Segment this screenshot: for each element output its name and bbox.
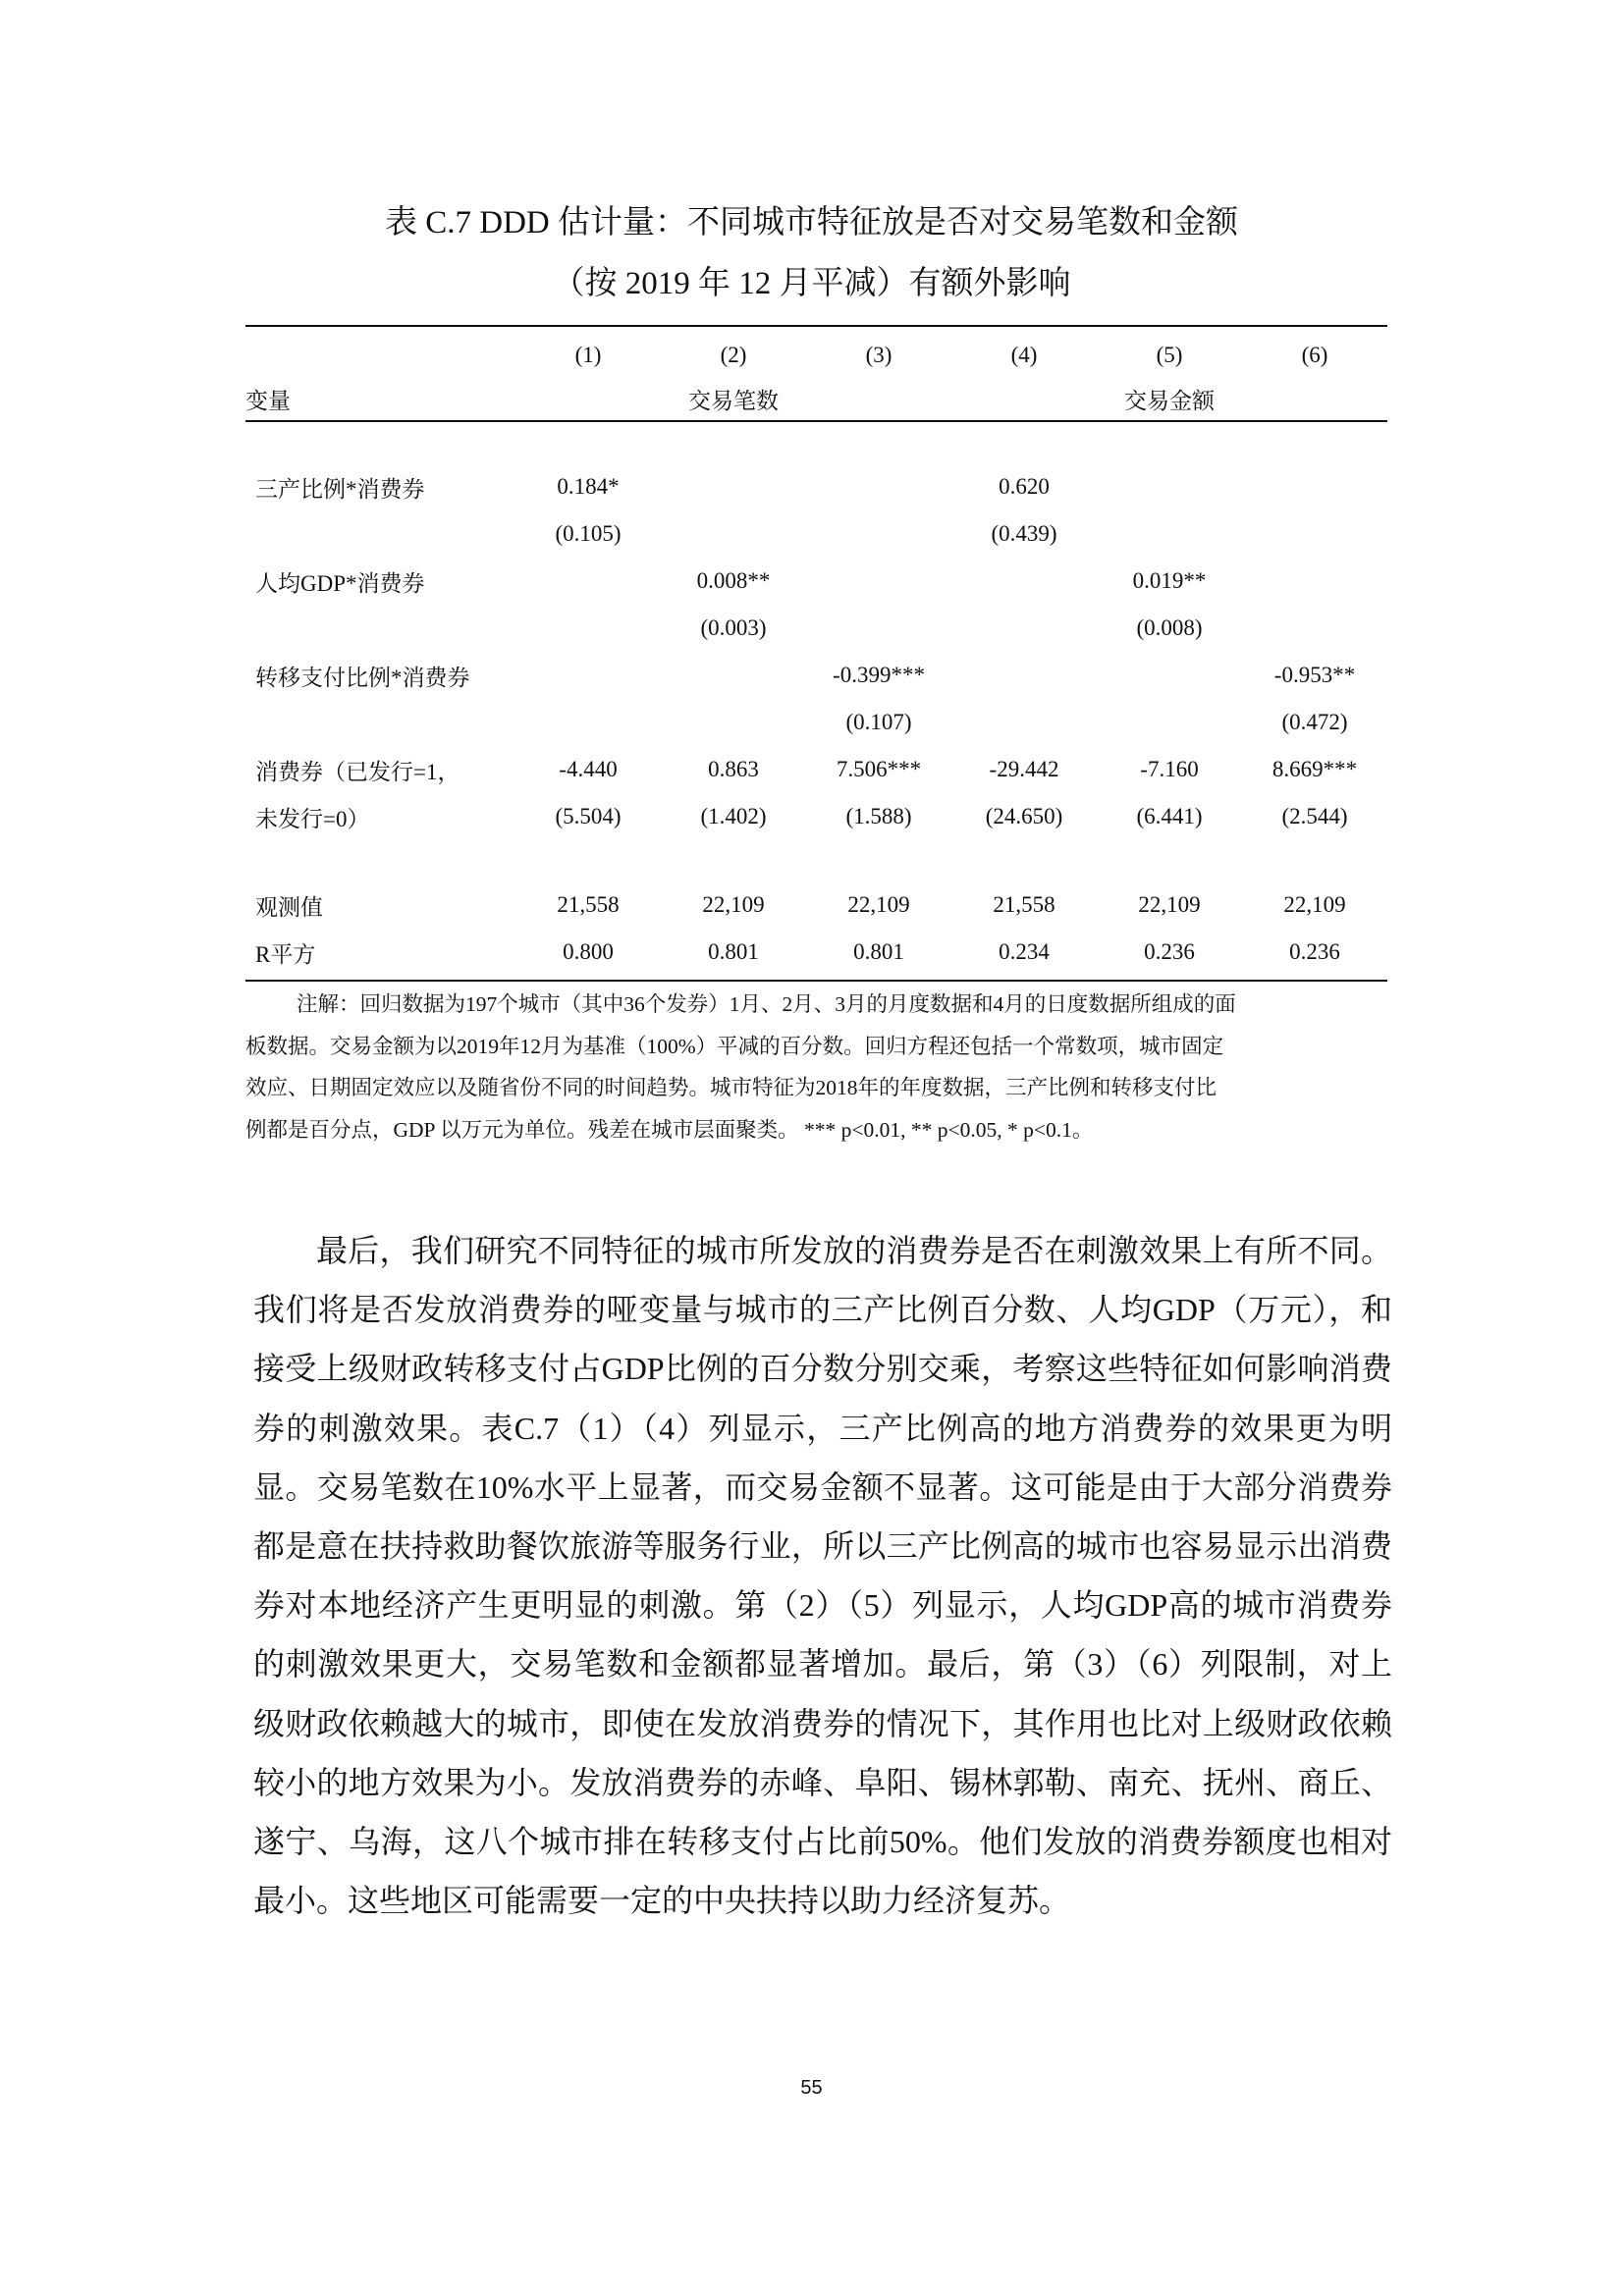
table-cell xyxy=(1242,463,1387,510)
row-label xyxy=(245,699,515,746)
table-cell xyxy=(515,652,661,699)
note-line: 效应、日期固定效应以及随省份不同的时间趋势。城市特征为2018年的年度数据，三产比例和转移支付比 xyxy=(245,1076,1217,1099)
table-cell xyxy=(806,558,951,605)
table-cell: 22,109 xyxy=(702,892,765,917)
table-top-rule xyxy=(245,325,1387,327)
table-cell: 0.184* xyxy=(557,474,620,499)
table-cell: 0.236 xyxy=(1289,939,1340,964)
table-cell: 22,109 xyxy=(1138,892,1201,917)
table-cell xyxy=(951,558,1097,605)
table-cell: 0.019** xyxy=(1132,568,1207,593)
note-line: 板数据。交易金额为以2019年12月为基准（100%）平减的百分数。回归方程还包括一个常数项，城市固定 xyxy=(245,1034,1224,1058)
table-cell: (0.107) xyxy=(845,710,912,734)
table-cell xyxy=(1097,463,1242,510)
table-cell xyxy=(806,510,951,558)
regression-table xyxy=(245,334,1387,976)
row-label: 转移支付比例*消费券 xyxy=(255,665,470,690)
row-label: 人均GDP*消费券 xyxy=(255,570,425,596)
table-cell xyxy=(1097,510,1242,558)
table-cell: -4.440 xyxy=(559,757,618,781)
table-cell xyxy=(661,463,806,510)
group-header-row xyxy=(245,377,1387,420)
table-notes xyxy=(245,984,1387,1150)
table-cell: 0.801 xyxy=(708,939,759,964)
table-row xyxy=(245,510,1387,558)
variable-header: 变量 xyxy=(245,388,291,413)
table-cell xyxy=(1242,605,1387,652)
table-cell: 0.234 xyxy=(999,939,1050,964)
table-cell xyxy=(806,605,951,652)
row-label: 消费券（已发行=1， xyxy=(255,759,460,784)
row-label: 观测值 xyxy=(255,894,323,920)
row-label: R平方 xyxy=(255,941,316,967)
table-cell xyxy=(1242,558,1387,605)
table-cell xyxy=(951,699,1097,746)
table-title-line-2: （按 2019 年 12 月平减）有额外影响 xyxy=(552,266,1071,301)
column-number: (1) xyxy=(574,343,602,367)
table-cell: 22,109 xyxy=(1283,892,1346,917)
table-cell xyxy=(806,463,951,510)
table-cell xyxy=(661,699,806,746)
row-label: 未发行=0） xyxy=(255,806,370,831)
table-cell: 0.236 xyxy=(1144,939,1195,964)
table-cell: 0.800 xyxy=(563,939,614,964)
column-number: (4) xyxy=(1010,343,1038,367)
group-header-transactions: 交易笔数 xyxy=(688,388,779,413)
table-row xyxy=(245,793,1387,840)
table-cell: -7.160 xyxy=(1140,757,1199,781)
table-row xyxy=(245,605,1387,652)
table-cell: 0.620 xyxy=(999,474,1050,499)
table-cell: (5.504) xyxy=(555,804,622,828)
table-cell: -0.953** xyxy=(1273,663,1356,687)
spacer-row xyxy=(245,840,1387,881)
table-cell: (6.441) xyxy=(1136,804,1203,828)
table-bottom-rule xyxy=(245,980,1387,982)
r-squared-row xyxy=(245,929,1387,976)
table-cell xyxy=(951,605,1097,652)
table-row xyxy=(245,463,1387,510)
table-cell: (1.588) xyxy=(845,804,912,828)
table-cell: -29.442 xyxy=(989,757,1059,781)
page-number: 55 xyxy=(800,2077,823,2099)
column-number: (6) xyxy=(1301,343,1328,367)
table-cell xyxy=(661,652,806,699)
table-cell xyxy=(515,605,661,652)
row-label: 三产比例*消费券 xyxy=(255,476,425,502)
row-label xyxy=(245,605,515,652)
table-cell: 7.506*** xyxy=(836,757,922,781)
body-text xyxy=(253,1221,1392,1930)
table-cell: 0.863 xyxy=(708,757,759,781)
table-cell xyxy=(1097,699,1242,746)
table-cell: (0.439) xyxy=(991,521,1057,546)
table-cell: 21,558 xyxy=(993,892,1055,917)
group-header-amount: 交易金额 xyxy=(1124,388,1215,413)
table-title-line-1: 表 C.7 DDD 估计量：不同城市特征放是否对交易笔数和金额 xyxy=(384,205,1238,240)
table-cell: 0.008** xyxy=(696,568,771,593)
table-cell: 8.669*** xyxy=(1271,757,1358,781)
table-cell: (2.544) xyxy=(1281,804,1348,828)
table-cell: (0.472) xyxy=(1281,710,1348,734)
table-row xyxy=(245,699,1387,746)
note-line: 注解：回归数据为197个城市（其中36个发券）1月、2月、3月的月度数据和4月的日度数据所组成的面 xyxy=(297,992,1236,1016)
row-label xyxy=(245,510,515,558)
column-number: (5) xyxy=(1156,343,1183,367)
table-cell: 21,558 xyxy=(557,892,620,917)
blank-cell xyxy=(245,334,515,377)
table-cell: -0.399*** xyxy=(833,663,925,687)
table-cell xyxy=(515,699,661,746)
table-cell: (1.402) xyxy=(700,804,767,828)
table-cell xyxy=(661,510,806,558)
column-number-row xyxy=(245,334,1387,377)
table-cell: (24.650) xyxy=(985,804,1063,828)
table-cell: 0.801 xyxy=(853,939,904,964)
table-cell: (0.008) xyxy=(1136,615,1203,640)
table-cell: (0.105) xyxy=(555,521,622,546)
table-cell xyxy=(951,652,1097,699)
table-row xyxy=(245,652,1387,699)
column-number: (2) xyxy=(720,343,747,367)
table-cell xyxy=(1242,510,1387,558)
note-line: 例都是百分点，GDP 以万元为单位。残差在城市层面聚类。 *** p<0.01, ** p<0.05, * p<0.1。 xyxy=(245,1117,1094,1142)
body-paragraph: 最后，我们研究不同特征的城市所发放的消费券是否在刺激效果上有所不同。我们将是否发放消费券的哑变量与城市的三产比例百分数、人均GDP（万元），和接受上级财政转移支付占GDP比例的百分数分别交乘，考察这些特征如何影响消费券的刺激效果。表C.7（1）（4）列显示，三产比例高的地方消费券的效果更为明显。交易笔数在10%水平上显著，而交易金额不显著。这可能是由于大部分消费券都是意在扶持救助餐饮旅游等服务行业，所以三产比例高的城市也容易显示出消费券对本地经济产生更明显的刺激。第（2）（5）列显示，人均GDP高的城市消费券的刺激效果更大，交易笔数和金额都显著增加。最后，第（3）（6）列限制，对上级财政依赖越大的城市，即使在发放消费券的情况下，其作用也比对上级财政依赖较小的地方效果为小。发放消费券的赤峰、阜阳、锡林郭勒、南充、抚州、商丘、遂宁、乌海，这八个城市排在转移支付占比前50%。他们发放的消费券额度也相对最小。这些地区可能需要一定的中央扶持以助力经济复苏。 xyxy=(253,1233,1392,1919)
column-number: (3) xyxy=(865,343,893,367)
table-row xyxy=(245,558,1387,605)
table-row xyxy=(245,746,1387,793)
table-cell xyxy=(1097,652,1242,699)
table-cell: (0.003) xyxy=(700,615,767,640)
observations-row xyxy=(245,881,1387,929)
table-cell: 22,109 xyxy=(847,892,910,917)
table-cell xyxy=(515,558,661,605)
spacer-row xyxy=(245,420,1387,463)
